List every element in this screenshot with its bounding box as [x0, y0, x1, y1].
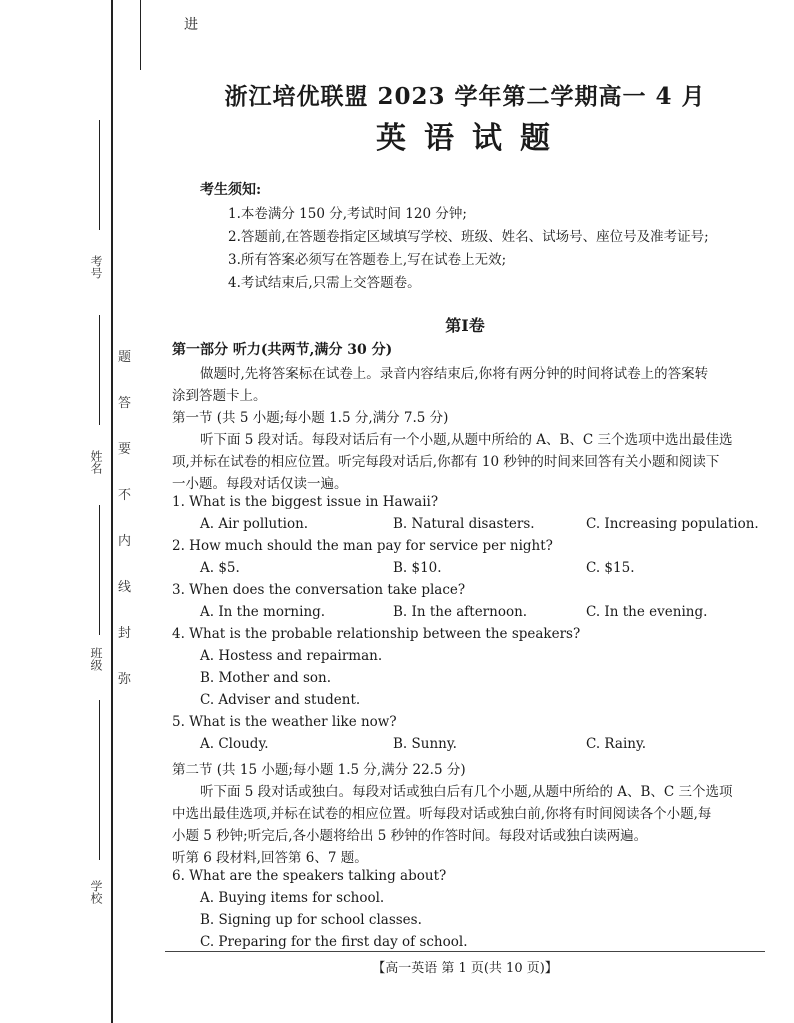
option-c: C. $15.: [586, 560, 635, 576]
seal-char: 答: [118, 396, 132, 411]
section2-instructions: 小题 5 秒钟;听完后,各小题将给出 5 秒钟的作答时间。每段对话或独白读两遍。: [172, 828, 648, 844]
material-note: 听第 6 段材料,回答第 6、7 题。: [172, 850, 368, 866]
section1-instructions: 听下面 5 段对话。每段对话后有一个小题,从题中所给的 A、B、C 三个选项中选出最佳选: [200, 432, 733, 448]
binding-blank-4: [99, 700, 100, 860]
option-c: C. Preparing for the first day of school.: [200, 934, 468, 950]
notice-heading: 考生须知:: [200, 182, 262, 198]
question-text: 3. When does the conversation take place?: [172, 582, 466, 598]
volume-title: 第Ⅰ卷: [445, 316, 485, 335]
notice-item: 4.考试结束后,只需上交答题卷。: [228, 275, 421, 291]
part1-intro: 做题时,先将答案标在试卷上。录音内容结束后,你将有两分钟的时间将试卷上的答案转: [200, 366, 709, 382]
option-a: A. Hostess and repairman.: [200, 648, 383, 664]
option-b: B. Natural disasters.: [393, 516, 535, 532]
question-text: 2. How much should the man pay for service per night?: [172, 538, 553, 554]
seal-char: 封: [118, 626, 132, 641]
question-text: 1. What is the biggest issue in Hawaii?: [172, 494, 439, 510]
top-left-line: [140, 0, 141, 70]
notice-item: 1.本卷满分 150 分,考试时间 120 分钟;: [228, 206, 467, 222]
corner-mark: 进: [184, 17, 198, 33]
option-a: A. $5.: [200, 560, 240, 576]
notice-item: 2.答题前,在答题卷指定区域填写学校、班级、姓名、试场号、座位号及准考证号;: [228, 229, 709, 245]
question-text: 4. What is the probable relationship between the speakers?: [172, 626, 581, 642]
binding-label-class: 班级: [89, 647, 103, 671]
binding-label-school: 学校: [89, 880, 103, 904]
section2-instructions: 听下面 5 段对话或独白。每段对话或独白后有几个小题,从题中所给的 A、B、C 三个选项: [200, 784, 733, 800]
section2-instructions: 中选出最佳选项,并标在试卷的相应位置。听每段对话或独白前,你将有时间阅读各个小题,每: [172, 806, 712, 822]
subject-title: 英语试题: [376, 121, 568, 156]
section2-heading: 第二节 (共 15 小题;每小题 1.5 分,满分 22.5 分): [172, 762, 466, 778]
footer-divider: [165, 951, 765, 952]
option-c: C. Adviser and student.: [200, 692, 361, 708]
option-b: B. Sunny.: [393, 736, 457, 752]
part1-intro: 涂到答题卡上。: [172, 388, 267, 404]
section1-instructions: 一小题。每段对话仅读一遍。: [172, 476, 348, 492]
option-c: C. In the evening.: [586, 604, 708, 620]
option-a: A. In the morning.: [200, 604, 326, 620]
question-text: 6. What are the speakers talking about?: [172, 868, 447, 884]
binding-label-exam-number: 考号: [89, 255, 103, 279]
option-c: C. Rainy.: [586, 736, 647, 752]
binding-blank-3: [99, 505, 100, 635]
option-b: B. $10.: [393, 560, 442, 576]
seal-char: 线: [118, 580, 132, 595]
notice-item: 3.所有答案必须写在答题卷上,写在试卷上无效;: [228, 252, 507, 268]
binding-label-name: 姓名: [89, 450, 103, 474]
seal-char: 内: [118, 534, 132, 549]
seal-char: 要: [118, 442, 132, 457]
question-text: 5. What is the weather like now?: [172, 714, 397, 730]
option-c: C. Increasing population.: [586, 516, 759, 532]
option-b: B. Signing up for school classes.: [200, 912, 422, 928]
seal-char: 题: [118, 350, 132, 365]
page-footer: 【高一英语 第 1 页(共 10 页)】: [372, 961, 558, 976]
exam-title: 浙江培优联盟 2023 学年第二学期高一 4 月: [224, 83, 706, 110]
seal-char: 弥: [118, 672, 132, 687]
section1-heading: 第一节 (共 5 小题;每小题 1.5 分,满分 7.5 分): [172, 410, 449, 426]
seal-char: 不: [118, 488, 132, 503]
option-a: A. Buying items for school.: [200, 890, 385, 906]
option-a: A. Cloudy.: [200, 736, 269, 752]
option-b: B. Mother and son.: [200, 670, 332, 686]
section1-instructions: 项,并标在试卷的相应位置。听完每段对话后,你都有 10 秒钟的时间来回答有关小题和阅读下: [172, 454, 720, 470]
part1-heading: 第一部分 听力(共两节,满分 30 分): [172, 342, 393, 358]
option-b: B. In the afternoon.: [393, 604, 528, 620]
option-a: A. Air pollution.: [200, 516, 309, 532]
